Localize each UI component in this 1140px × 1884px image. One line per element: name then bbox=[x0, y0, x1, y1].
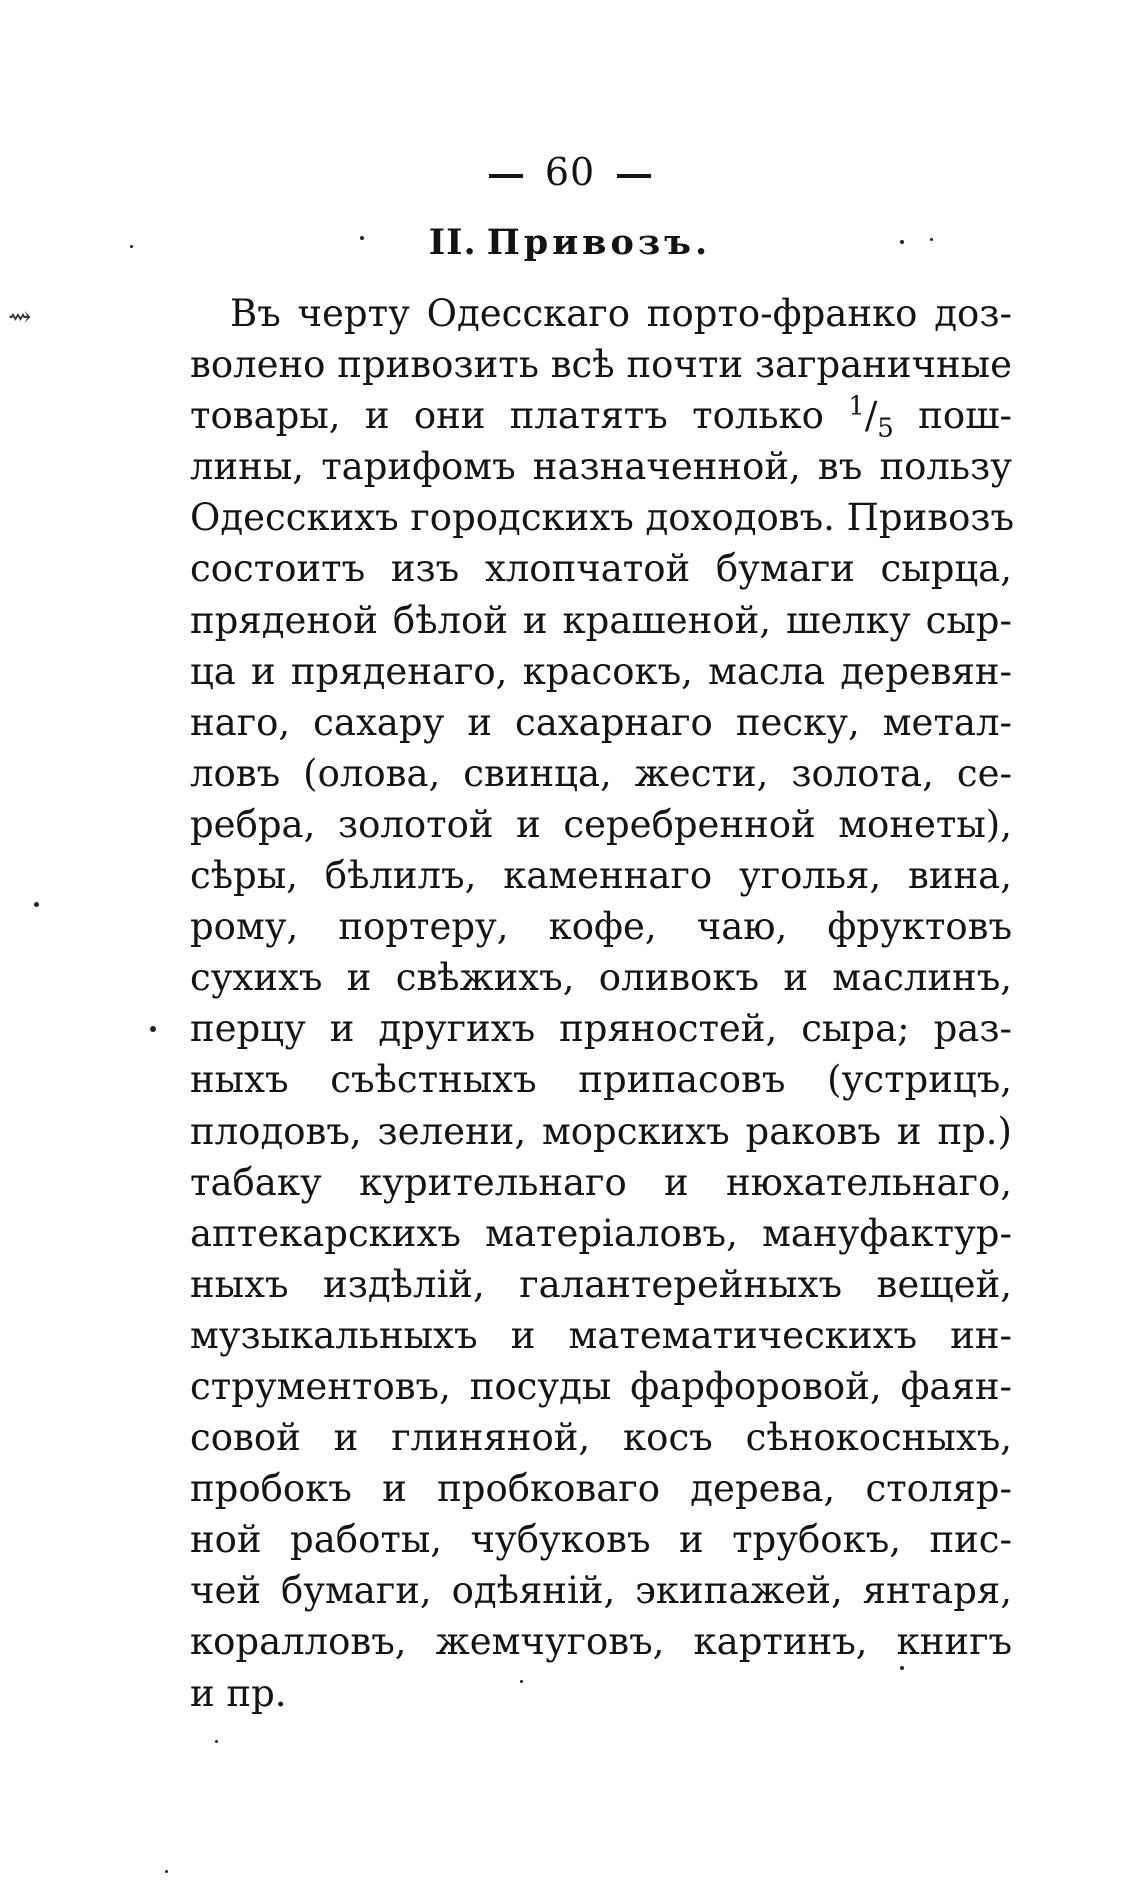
text-line-21: музыкальныхъ и математическихъ ин- bbox=[190, 1313, 1012, 1357]
text-line-6: состоитъ изъ хлопчатой бумаги сырца, bbox=[190, 547, 1012, 591]
text-line-16: ныхъ съѣстныхъ припасовъ (устрицъ, bbox=[190, 1058, 1012, 1102]
print-speck bbox=[360, 236, 364, 240]
text-line-23: совой и глиняной, косъ сѣнокосныхъ, bbox=[190, 1416, 1012, 1460]
text-line-11: ребра, золотой и серебренной монеты), bbox=[190, 802, 1012, 846]
print-speck bbox=[34, 902, 39, 907]
text-line-15: перцу и другихъ пряностей, сыра; раз- bbox=[190, 1007, 1012, 1051]
text-line-7: пряденой бѣлой и крашеной, шелку сыр- bbox=[190, 598, 1012, 642]
section-heading bbox=[0, 222, 1140, 263]
print-speck bbox=[900, 240, 904, 244]
text-line-28: и пр. bbox=[190, 1671, 287, 1715]
print-speck bbox=[520, 1680, 523, 1683]
folio-dash-right bbox=[617, 174, 651, 178]
body-paragraph bbox=[190, 288, 1015, 1719]
page-number bbox=[0, 150, 1140, 194]
text-line-13: рому, портеру, кофе, чаю, фруктовъ bbox=[190, 905, 1012, 949]
text-line-12: сѣры, бѣлилъ, каменнаго угoлья, вина, bbox=[190, 854, 1012, 898]
print-speck bbox=[130, 245, 133, 248]
text-line-27: коралловъ, жемчуговъ, картинъ, книгъ bbox=[190, 1620, 1012, 1664]
text-line-17: плодовъ, зелени, морскихъ раковъ и пр.) bbox=[190, 1109, 1012, 1153]
fraction-numerator: 1 bbox=[848, 391, 865, 422]
section-title: Привозъ. bbox=[486, 222, 712, 263]
print-speck bbox=[900, 1666, 904, 1670]
text-line-3-tail: пош- bbox=[918, 394, 1012, 438]
fraction-denominator: 5 bbox=[877, 413, 894, 444]
page-number-value: 60 bbox=[544, 150, 596, 194]
text-line-18: табаку курительнаго и нюхательнаго, bbox=[190, 1160, 1012, 1204]
text-line-1: Въ черту Одесскаго портo-франко доз- bbox=[230, 292, 1012, 335]
print-speck bbox=[165, 1870, 168, 1873]
text-line-3-head: товары, и они платятъ только bbox=[190, 394, 824, 438]
folio-dash-left bbox=[489, 174, 523, 178]
print-speck bbox=[150, 1026, 156, 1032]
margin-mark: ⇝ bbox=[8, 300, 32, 333]
text-line-19: аптекарскихъ матеріаловъ, мануфактур- bbox=[190, 1211, 1012, 1255]
text-line-14: сухихъ и свѣжихъ, оливокъ и маслинъ, bbox=[190, 956, 1012, 1000]
text-line-2: волено привозить всѣ почти заграничные bbox=[190, 343, 1012, 387]
text-line-26: чей бумаги, одѣяній, экипажей, янтаря, bbox=[190, 1569, 1012, 1613]
section-numeral: II. bbox=[428, 222, 477, 263]
text-line-3: товары, и они платятъ только $^1/_5$ пош- bbox=[190, 391, 1012, 444]
print-speck bbox=[215, 1740, 218, 1743]
text-line-9: наго, сахару и сахарнаго песку, метал- bbox=[190, 700, 1012, 744]
print-speck bbox=[930, 238, 933, 241]
text-line-22: струментовъ, посуды фарфоровой, фаян- bbox=[190, 1364, 1012, 1408]
text-line-20: ныхъ издѣлій, галантерейныхъ вещей, bbox=[190, 1262, 1012, 1306]
text-line-24: пробокъ и пробковаго дерева, столяр- bbox=[190, 1467, 1012, 1511]
text-line-25: ной работы, чубуковъ и трубокъ, пис- bbox=[190, 1518, 1012, 1562]
text-line-5: Одесскихъ городскихъ доходовъ. Привозъ bbox=[190, 496, 1015, 540]
text-line-10: ловъ (олова, свинца, жести, золота, се- bbox=[190, 751, 1012, 795]
text-line-8: ца и пряденаго, красокъ, масла деревян- bbox=[190, 649, 1012, 693]
text-line-4: лины, тарифомъ назначенной, въ пользу bbox=[190, 445, 1012, 489]
